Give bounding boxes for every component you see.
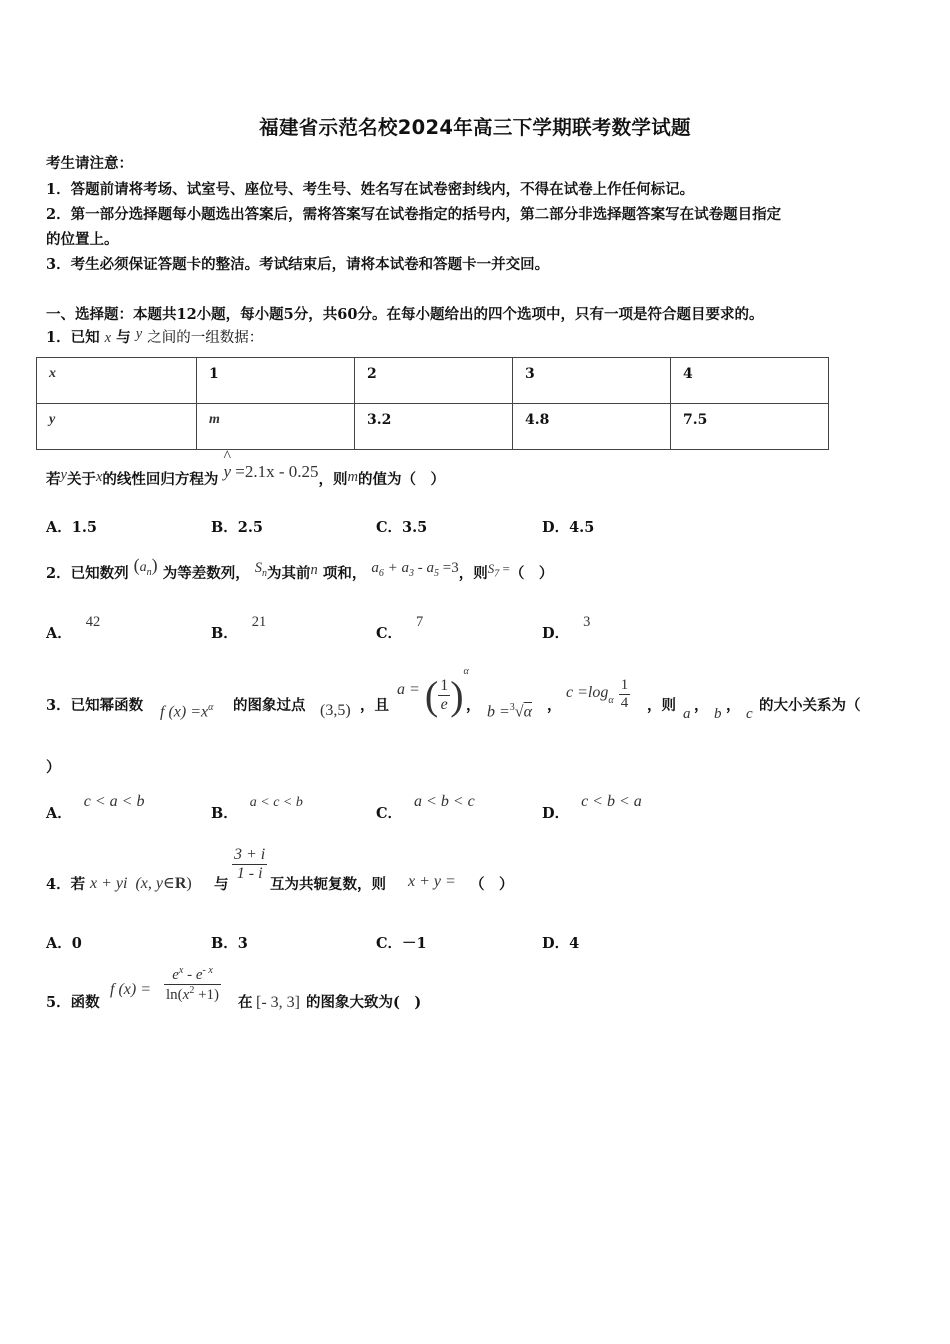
notice-item-1: 1．答题前请将考场、试室号、座位号、考生号、姓名写在试卷密封线内，不得在试卷上作任何标记。 <box>46 181 695 198</box>
q3-option-c[interactable]: C．a < b < c <box>376 793 475 822</box>
interval: [- 3, 3] <box>256 994 300 1011</box>
expression-a: a = ( $\frac{1}{e}$ )$^\alpha$ <box>397 665 469 718</box>
power-function: f $(x) =x^\alpha$ <box>160 702 214 721</box>
notice-item-2: 2．第一部分选择题每小题选出答案后，需将答案写在试卷指定的括号内，第二部分非选择题答案写在试卷题目指定 <box>46 206 782 223</box>
sum-sn: $S_n$ <box>254 560 268 579</box>
function-label: f (x) = <box>110 981 151 998</box>
regression-y-hat: y <box>223 462 231 481</box>
sequence-an: $(a_n)$ <box>133 555 158 578</box>
point-coordinates: (3,5) <box>320 702 351 719</box>
regression-equation: =2.1x - 0.25 <box>235 462 319 481</box>
page-title: 福建省示范名校2024年高三下学期联考数学试题 <box>259 116 691 139</box>
complex-fraction: $\frac{3 + i}{1 - i}$ <box>234 846 266 882</box>
question-1-condition: 若y关于x的线性回归方程为 ^ y =2.1x - 0.25，则m的值为（ ） <box>46 448 445 488</box>
question-1-stem: 1．已知 x 与 y 之间的一组数据： <box>46 326 264 346</box>
table-cell: 2 <box>355 358 513 404</box>
table-cell: m <box>197 404 355 450</box>
q2-option-d[interactable]: D．3 <box>542 614 591 642</box>
question-4-label: 4．若 <box>46 876 86 893</box>
q4-option-a[interactable]: A．0 <box>46 935 82 952</box>
data-table <box>36 357 829 450</box>
q4-option-c[interactable]: C．－1 <box>376 935 427 952</box>
q3-option-b[interactable]: B．a < c < b <box>211 795 303 822</box>
q2-option-c[interactable]: C．7 <box>376 614 424 642</box>
notice-item-3: 3．考生必须保证答题卡的整洁。考试结束后，请将本试卷和答题卡一并交回。 <box>46 256 550 273</box>
question-3-label: 3．已知幂函数 <box>46 697 144 714</box>
q1-option-a[interactable]: A．1.5 <box>46 519 97 536</box>
q1-option-d[interactable]: D．4.5 <box>542 519 595 536</box>
q4-option-d[interactable]: D．4 <box>542 935 580 952</box>
table-cell: 1 <box>197 358 355 404</box>
table-cell: 7.5 <box>671 404 829 450</box>
notice-item-2-cont: 的位置上。 <box>46 231 119 248</box>
question-2-stem: 2．已知数列 $(a_n)$ 为等差数列， $S_n$为其前n 项和， $a_6 + a_3 - a_5 =3$，则$S_7$ =（ ） <box>46 555 554 582</box>
expression-b: b =$^3$√α <box>487 702 532 721</box>
q1-option-b[interactable]: B．2.5 <box>211 519 263 536</box>
condition-equation: $a_6 + a_3 - a_5 =3$ <box>371 560 459 579</box>
table-cell: x <box>37 358 197 404</box>
q1-option-c[interactable]: C．3.5 <box>376 519 428 536</box>
q2-option-a[interactable]: A．42 <box>46 614 101 642</box>
sum-expression: x + y = <box>408 873 456 890</box>
q4-option-b[interactable]: B．3 <box>211 935 248 952</box>
q3-option-d[interactable]: D．c < b < a <box>542 793 642 822</box>
question-5-label: 5．函数 <box>46 994 100 1011</box>
table-row <box>37 358 829 404</box>
notice-heading: 考生请注意： <box>46 155 133 172</box>
table-cell: 4 <box>671 358 829 404</box>
table-cell: 3 <box>513 358 671 404</box>
table-cell: 4.8 <box>513 404 671 450</box>
section-heading: 一、选择题：本题共12小题，每小题5分，共60分。在每小题给出的四个选项中，只有一项是符合题目要求的。 <box>46 306 764 323</box>
table-cell: 3.2 <box>355 404 513 450</box>
expression-c: $c =\log_\alpha$ $\frac{1}{4}$ <box>566 677 629 711</box>
q2-option-b[interactable]: B．21 <box>211 614 267 642</box>
q3-option-a[interactable]: A．c < a < b <box>46 793 145 822</box>
table-cell: y <box>37 404 197 450</box>
table-row <box>37 404 829 450</box>
var-y: y <box>135 326 143 342</box>
sum-s7: $S_7$ = <box>487 561 510 580</box>
function-fraction: $\frac{e^x - e^{- x}}{\ln(x^2 +1)}$ <box>166 965 220 1003</box>
var-x: x <box>104 330 112 346</box>
complex-expression: x + yi (x, y∈R) <box>90 875 192 892</box>
